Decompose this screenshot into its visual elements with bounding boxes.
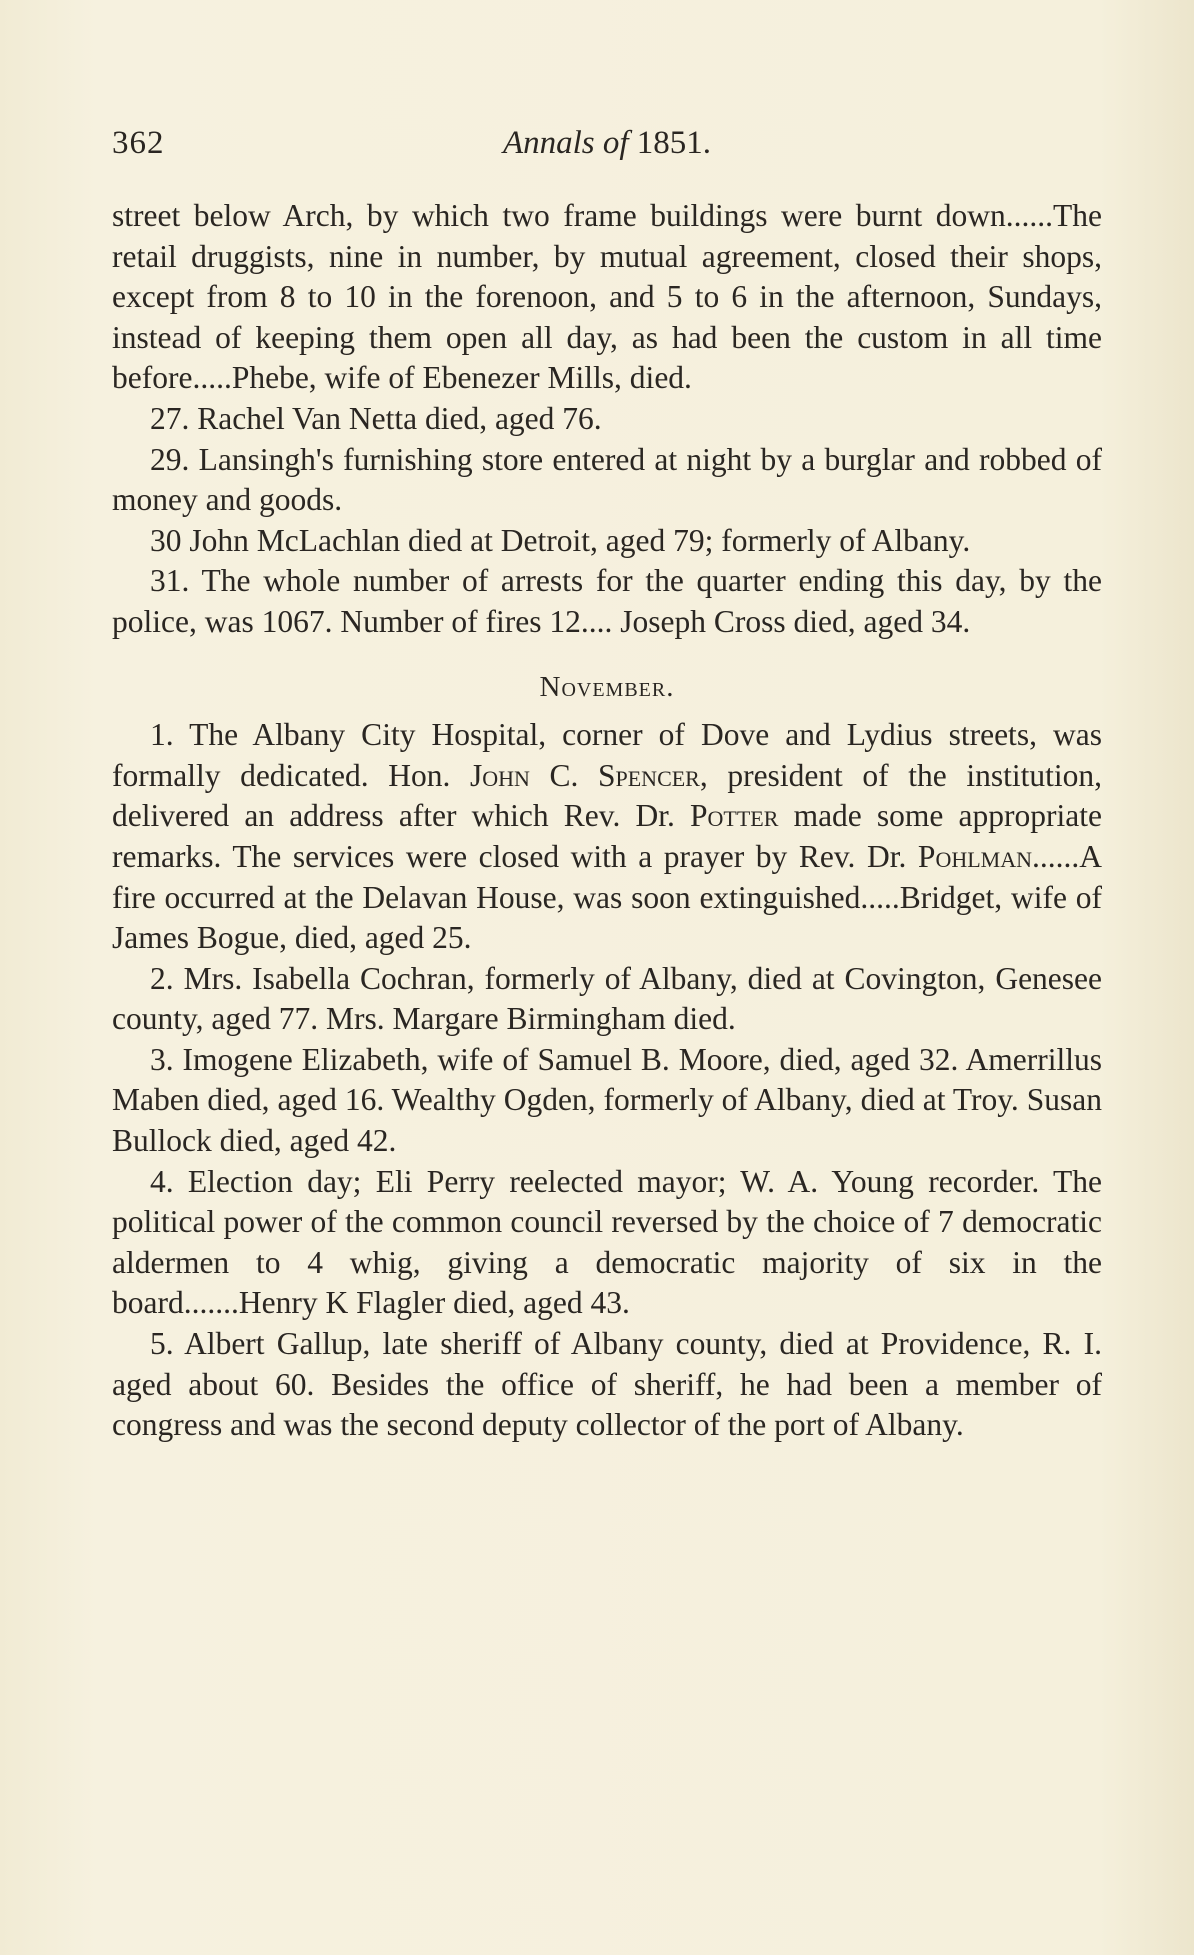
entry-november-2: 2. Mrs. Isabella Cochran, formerly of Albany, died at Covington, Genesee county, aged 77. Mrs. Margare Birmingham died. [112,960,1102,1037]
entry-november-1 [112,715,1102,959]
entry-november-4: 4. Election day; Eli Perry reelected mayor; W. A. Young recorder. The political power of the common council reversed by the choice of 7 democratic aldermen to 4 whig, giving a democratic majority of six in the board.......Henry K Flagler died, aged 43. [112,1163,1102,1321]
entry-november-1-part-a: 1. The Albany City Hospital, corner of Dove and Lydius streets, was formally dedicated. Hon. [112,717,1102,793]
name-potter: Potter [690,798,779,834]
entry-november-1-part-b: , president of the institution, delivered an address after which Rev. Dr. [112,757,1102,834]
entry-31: 31. The whole number of arrests for the quarter ending this day, by the police, was 1067. Number of fires 12.... Joseph Cross died, aged 34. [112,563,1102,639]
entry-november-5: 5. Albert Gallup, late sheriff of Albany county, died at Providence, R. I. aged about 60. Besides the office of sheriff, he had been a member of congress and was the second deputy collector of the port of Albany. [112,1326,1102,1443]
running-title-year: 1851. [636,125,712,161]
entry-november-3: 3. Imogene Elizabeth, wife of Samuel B. Moore, died, aged 32. Amerrillus Maben died, aged 16. Wealthy Ogden, formerly of Albany, died at Troy. Susan Bullock died, aged 42. [112,1041,1102,1159]
running-header [112,118,1102,168]
entry-27: 27. Rachel Van Netta died, aged 76. [150,400,602,436]
name-pohlman: Pohlman [917,838,1032,874]
running-title-italic: Annals of [502,125,629,161]
section-heading-november: November. [539,670,675,703]
running-title [112,118,1102,168]
entry-november-1-part-d: ......A fire occurred at the Delavan House, was soon extinguished.....Bridget, wife of James Bogue, died, aged 25. [112,838,1102,956]
page-number: 362 [112,125,165,161]
entry-november-1-part-c: made some appropriate remarks. The services were closed with a prayer by Rev. Dr. [112,798,1102,874]
paragraph-continued: street below Arch, by which two frame buildings were burnt down......The retail druggists, nine in number, by mutual agreement, closed their shops, except from 8 to 10 in the forenoon, and 5 to 6 in the afternoon, Sundays, instead of keeping them open all day, as had been the custom in all time before.....Phebe, wife of Ebenezer Mills, died. [112,198,1102,396]
entry-30: 30 John McLachlan died at Detroit, aged 79; formerly of Albany. [150,522,971,558]
body-text [112,196,1102,1446]
entry-29: 29. Lansingh's furnishing store entered at night by a burglar and robbed of money and goods. [112,441,1102,518]
name-spencer: John C. Spencer [469,757,700,793]
